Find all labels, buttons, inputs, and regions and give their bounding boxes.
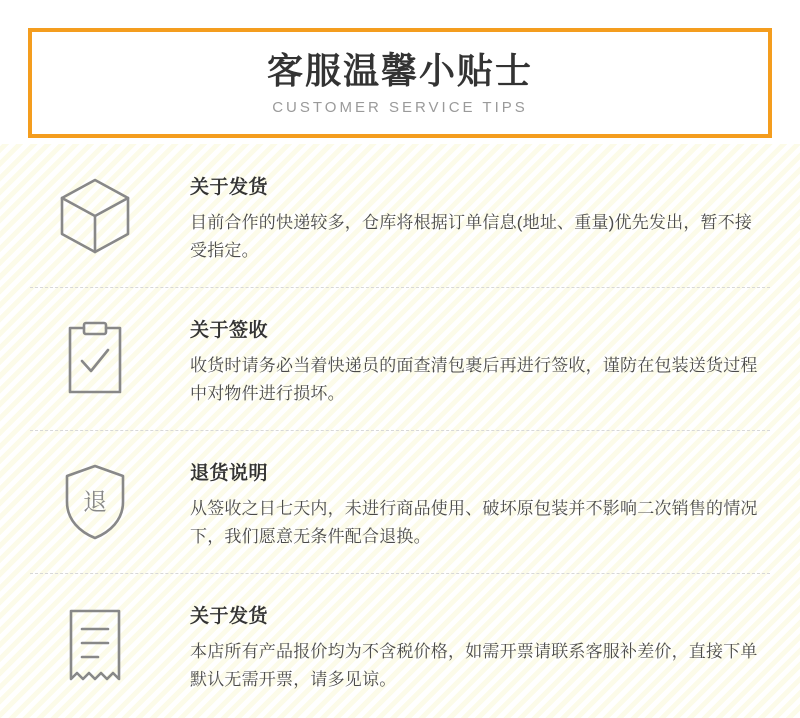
return-shield-icon bbox=[0, 430, 190, 573]
row-divider bbox=[30, 287, 770, 288]
tip-title: 退货说明 bbox=[190, 463, 269, 484]
header-box bbox=[28, 28, 772, 138]
tip-text-block bbox=[190, 287, 800, 407]
page-subtitle: CUSTOMER SERVICE TIPS bbox=[272, 98, 528, 116]
tip-title: 关于发货 bbox=[190, 177, 269, 198]
row-divider bbox=[30, 430, 770, 431]
tip-title: 关于签收 bbox=[190, 320, 269, 341]
list-item bbox=[0, 430, 800, 573]
page-title: 客服温馨小贴士 bbox=[266, 50, 533, 92]
tip-text-block bbox=[190, 573, 800, 693]
clipboard-check-icon bbox=[0, 287, 190, 430]
tip-body: 本店所有产品报价均为不含税价格，如需开票请联系客服补差价，直接下单默认无需开票，请多见谅。 bbox=[190, 642, 758, 689]
invoice-document-icon bbox=[0, 573, 190, 716]
tip-body: 从签收之日七天内，未进行商品使用、破坏原包装并不影响二次销售的情况下，我们愿意无条件配合退换。 bbox=[190, 499, 758, 546]
tip-title: 关于发货 bbox=[190, 606, 269, 627]
box-icon bbox=[0, 144, 190, 287]
tip-text-block bbox=[190, 144, 800, 264]
row-divider bbox=[30, 573, 770, 574]
tip-text-block bbox=[190, 430, 800, 550]
tips-list bbox=[0, 144, 800, 716]
svg-text:退: 退 bbox=[83, 488, 107, 516]
tip-body: 目前合作的快递较多，仓库将根据订单信息(地址、重量)优先发出，暂不接受指定。 bbox=[190, 213, 753, 260]
tip-body: 收货时请务必当着快递员的面查清包裹后再进行签收，谨防在包装送货过程中对物件进行损坏。 bbox=[190, 356, 758, 403]
list-item bbox=[0, 144, 800, 287]
list-item bbox=[0, 573, 800, 716]
list-item bbox=[0, 287, 800, 430]
header-band bbox=[0, 0, 800, 144]
